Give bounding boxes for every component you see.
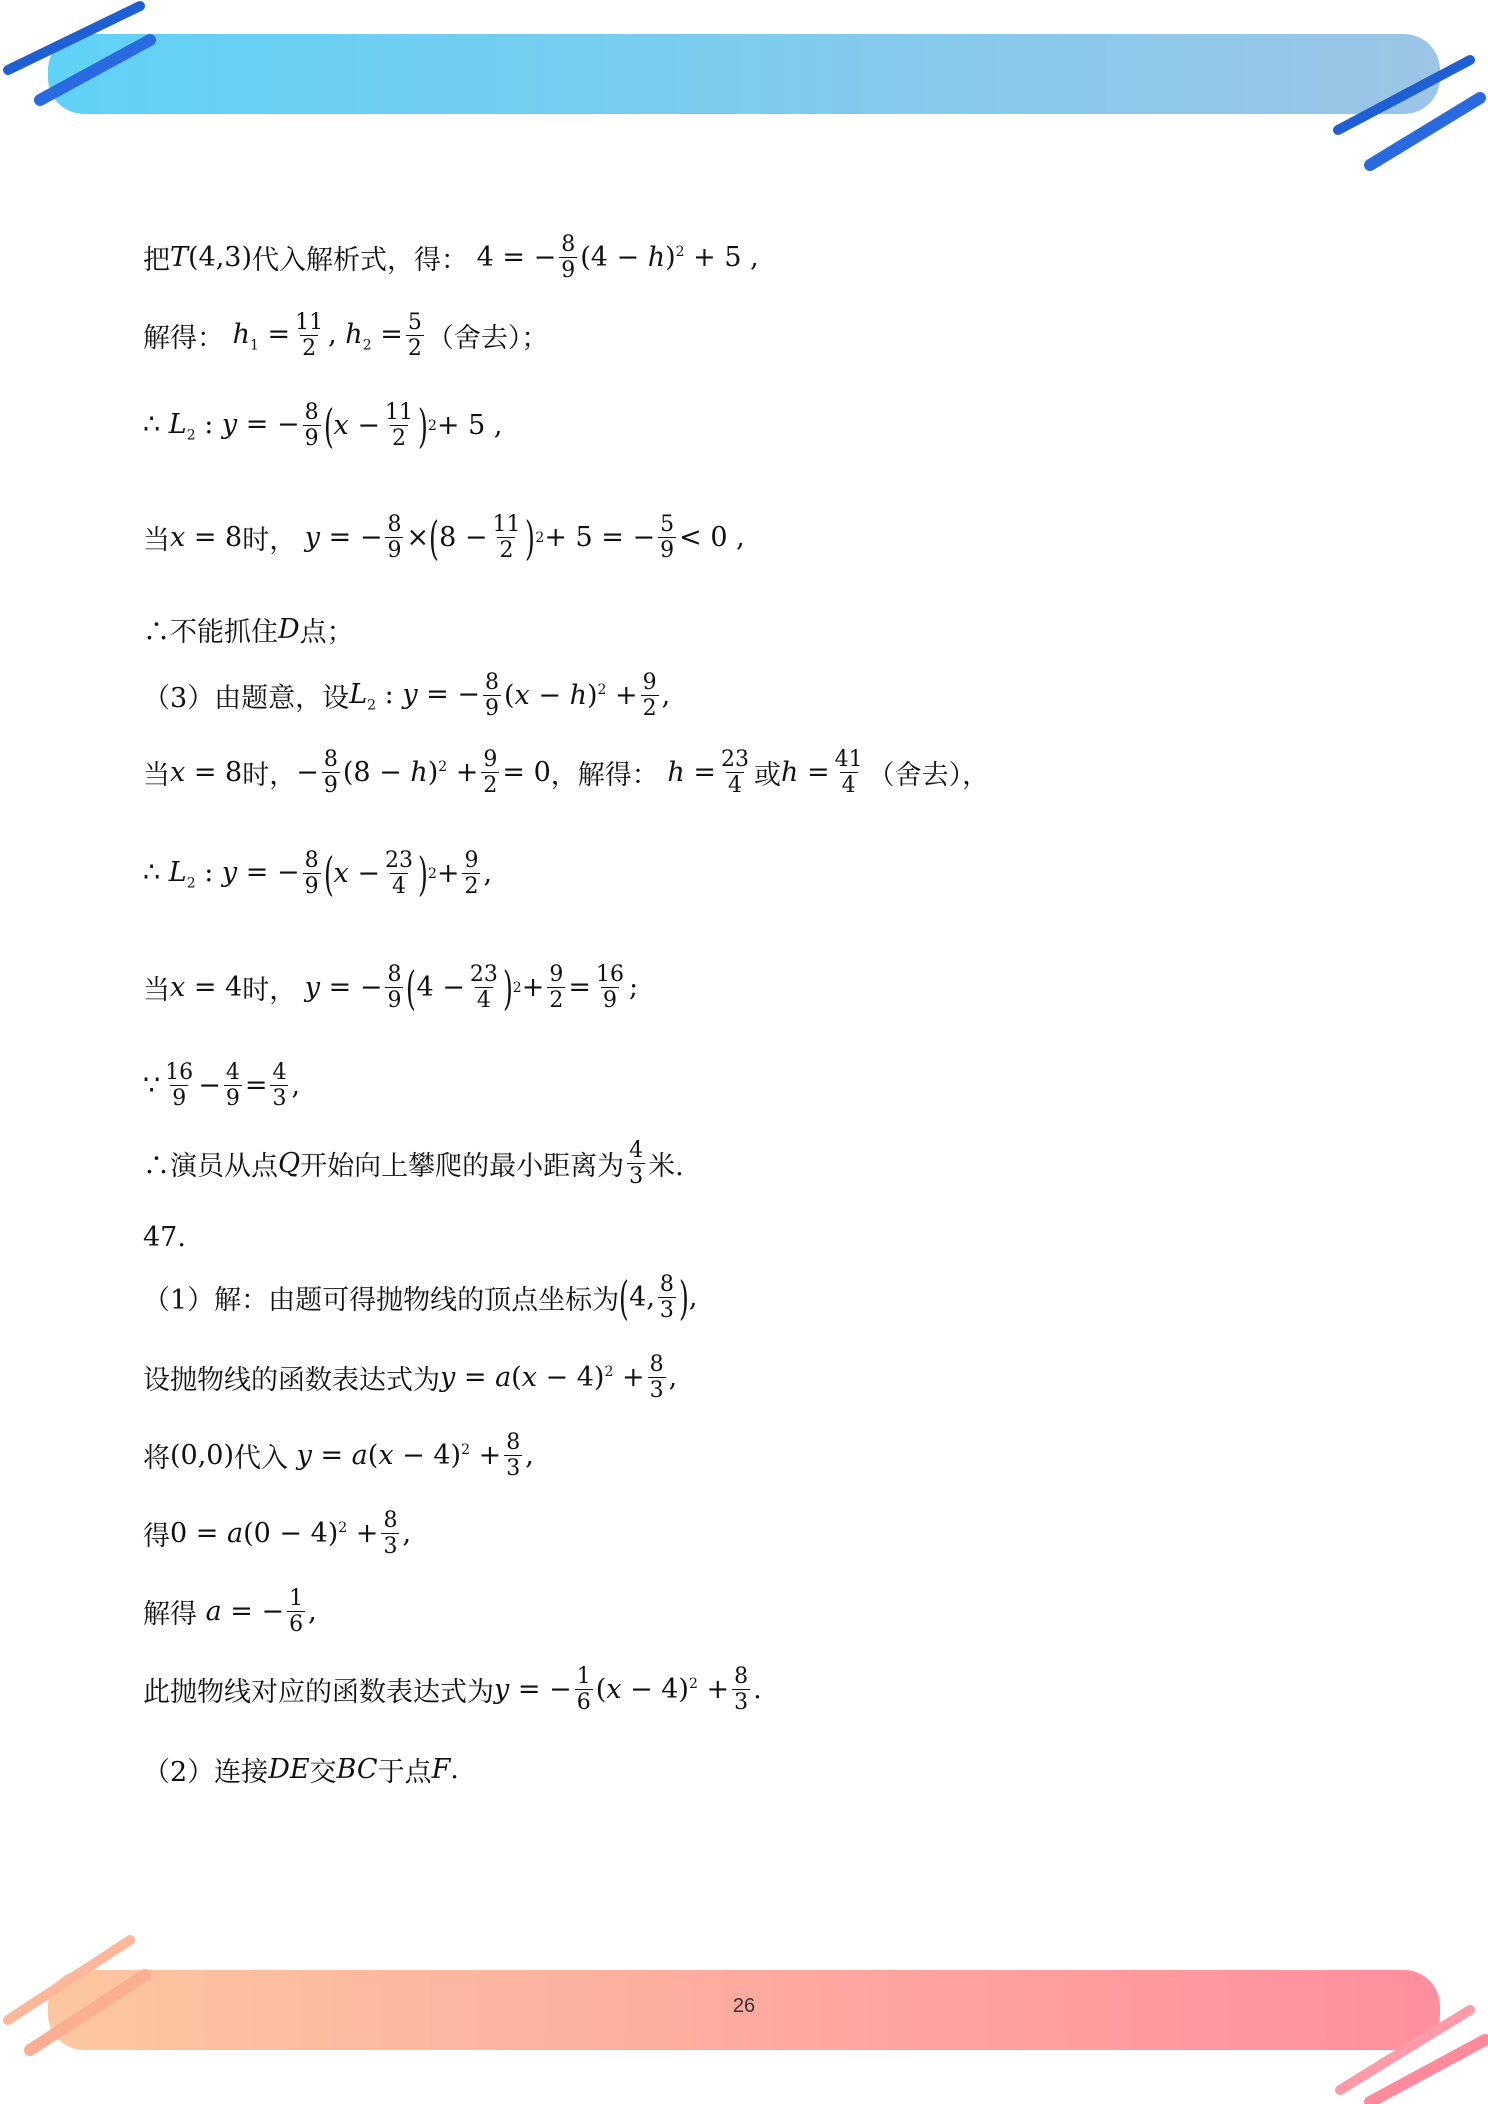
solution-line-19: （2）连接 DE 交 BC 于点 F.: [143, 1754, 459, 1788]
solution-line-15: 将 (0,0) 代入 $y = a(x - 4)^2$ + $\frac{8}{3}$ ,: [143, 1430, 534, 1482]
solution-line-2: 解得： $h_1$ = $\frac{11}{2}$ , $h_2$ = $\frac{5}{2}$ （舍去）；: [143, 310, 549, 362]
solution-line-11: ∴演员从点 Q 开始向上攀爬的最小距离为 $\frac{4}{3}$ 米.: [143, 1138, 684, 1190]
top-left-stripe-decoration: [0, 0, 160, 120]
solution-line-13: （1）解：由题可得抛物线的顶点坐标为 ( 4, $\frac{8}{3}$ ) ,: [143, 1270, 698, 1325]
solution-line-6: （3）由题意，设 $L_2$ : y = − $\frac{8}{9}$ $(x - h)^2$ + $\frac{9}{2}$ ,: [143, 670, 671, 722]
top-right-stripe-decoration: [1320, 50, 1488, 180]
solution-line-8: ∴ $L_2$ : y = − $\frac{8}{9}$ ( x − $\frac{23}{4}$ ) 2 + $\frac{9}{2}$ ,: [143, 846, 493, 901]
solution-line-10: ∵ $\frac{16}{9}$ − $\frac{4}{9}$ = $\frac{4}{3}$ ,: [143, 1060, 301, 1112]
solution-line-1: 把 T(4,3) 代入解析式，得： 4 = − $\frac{8}{9}$ $(4 - h)^2 + 5$ ,: [143, 232, 759, 284]
solution-line-14: 设抛物线的函数表达式为 $y = a(x - 4)^2$ + $\frac{8}{3}$ ,: [143, 1352, 678, 1404]
solution-line-5: ∴不能抓住 D 点；: [143, 614, 354, 648]
header-banner: [48, 34, 1440, 114]
page-number: 26: [732, 1995, 756, 2017]
solution-line-9: 当 x = 4 时， y = − $\frac{8}{9}$ ( 4 − $\frac{23}{4}$ ) 2 + $\frac{9}{2}$ = $\frac{16}{9}$ ;: [143, 960, 639, 1015]
solution-line-16: 得 $0 = a(0 - 4)^2$ + $\frac{8}{3}$ ,: [143, 1508, 412, 1560]
question-number-47: 47.: [143, 1222, 186, 1253]
solution-line-3: ∴ $L_2$ : y = − $\frac{8}{9}$ ( x − $\frac{11}{2}$ ) 2 + 5 ,: [143, 398, 503, 453]
solution-line-18: 此抛物线对应的函数表达式为 y = − $\frac{1}{6}$ $(x - 4)^2$ + $\frac{8}{3}$ .: [143, 1664, 762, 1716]
solution-line-4: 当 x = 8 时， y = − $\frac{8}{9}$ × ( 8 − $\frac{11}{2}$ ) 2 + 5 = − $\frac{5}{9}$ < 0 ,: [143, 510, 745, 565]
solution-line-7: 当 x = 8 时， − $\frac{8}{9}$ $(8 - h)^2$ + $\frac{9}{2}$ = 0 ，解得： h = $\frac{23}{4}$ 或 h = $\frac{41}{4}$ （舍去），: [143, 747, 990, 799]
solution-line-17: 解得 a = − $\frac{1}{6}$ ,: [143, 1586, 317, 1638]
